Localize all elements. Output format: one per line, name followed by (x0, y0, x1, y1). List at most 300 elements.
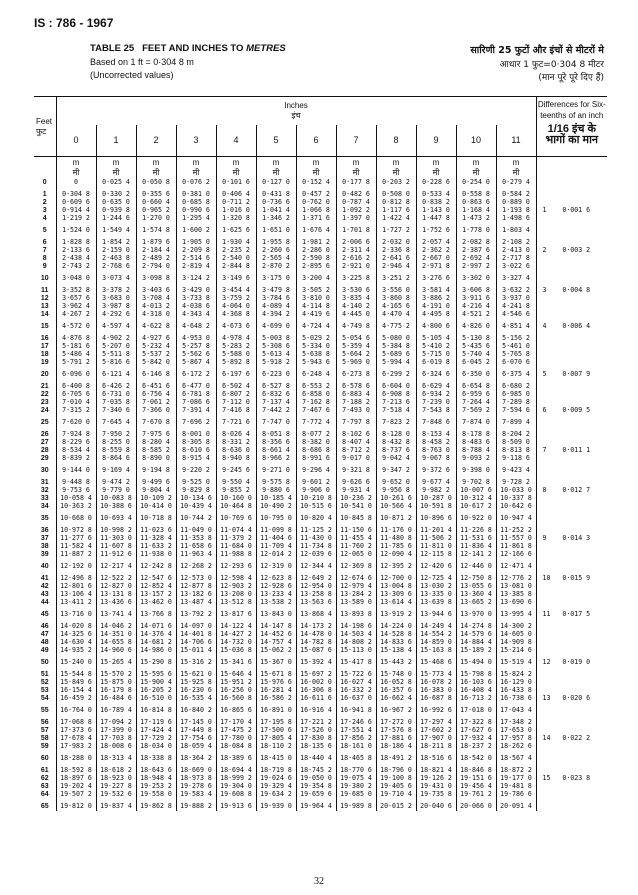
metre-value-cell: 13·690 6 (496, 599, 536, 607)
metre-value-cell: 14·833 6 (376, 639, 416, 647)
metre-value-cell: 7·061 2 (136, 399, 176, 407)
metre-value-cell: 13·817 6 (216, 607, 256, 619)
metre-value-cell: 12·623 8 (256, 571, 296, 583)
metre-value-cell: 3·860 8 (376, 295, 416, 303)
metre-value-cell: 10·287 0 (416, 495, 456, 503)
metre-value-cell: 12·065 0 (336, 551, 376, 559)
metre-value-cell: 6·299 2 (376, 367, 416, 379)
metre-value-cell: 8·763 0 (416, 447, 456, 455)
metre-value-cell: 2·743 2 (56, 263, 96, 271)
metre-value-cell: 5·054 6 (336, 331, 376, 343)
difference-value: 13 0·020 6 (542, 695, 591, 703)
metre-value-cell: 6·121 4 (96, 367, 136, 379)
difference-cell (536, 343, 607, 351)
metre-value-cell: 10·439 4 (176, 503, 216, 511)
difference-cell (536, 399, 607, 407)
metre-value-cell: 4·775 2 (376, 319, 416, 331)
metre-value-cell: 15·824 2 (496, 667, 536, 679)
metre-value-cell: 14·224 0 (376, 619, 416, 631)
feet-cell: 18 (34, 351, 56, 359)
metre-value-cell: 15·697 2 (296, 667, 336, 679)
metre-value-cell: 0·203 2 (376, 179, 416, 187)
metre-value-cell: 2·413 0 (496, 247, 536, 255)
metre-value-cell: 18·135 6 (296, 743, 336, 751)
metre-value-cell: 1·574 8 (136, 223, 176, 235)
metre-value-cell: 13·766 8 (136, 607, 176, 619)
metre-value-cell: 1·346 2 (256, 215, 296, 223)
metre-value-cell: 18·923 0 (96, 775, 136, 783)
metre-value-cell: 12·369 8 (336, 559, 376, 571)
metre-value-cell: 11·404 6 (256, 535, 296, 543)
metre-value-cell: 3·733 8 (176, 295, 216, 303)
metre-value-cell: 5·003 8 (256, 331, 296, 343)
metre-value-cell: 9·626 6 (336, 475, 376, 487)
metre-value-cell: 15·773 4 (416, 667, 456, 679)
metre-value-cell: 2·667 0 (416, 255, 456, 263)
metre-value-cell: 15·341 6 (216, 655, 256, 667)
metre-value-cell: 11·226 8 (456, 523, 496, 535)
metre-value-cell: 19·735 8 (416, 791, 456, 799)
metre-value-cell: 18·516 6 (416, 751, 456, 763)
difference-cell (536, 207, 607, 215)
unit-en: m (232, 158, 240, 167)
feet-cell: 42 (34, 583, 56, 591)
metre-value-cell: 17·653 0 (496, 727, 536, 735)
metre-value-cell: 2·438 4 (56, 255, 96, 263)
metre-value-cell: 18·542 0 (456, 751, 496, 763)
metre-value-cell: 1·320 8 (216, 215, 256, 223)
metre-value-cell: 16·459 2 (56, 695, 96, 703)
metre-value-cell: 5·943 6 (296, 359, 336, 367)
metre-value-cell: 1·397 0 (336, 215, 376, 223)
metre-value-cell: 4·038 6 (176, 303, 216, 311)
metre-value-cell: 19·329 4 (256, 783, 296, 791)
metre-value-cell: 13·589 0 (336, 599, 376, 607)
table-row (34, 631, 607, 639)
difference-cell (536, 511, 607, 523)
feet-cell: 5 (34, 223, 56, 235)
metre-value-cell: 18·440 4 (296, 751, 336, 763)
metre-value-cell: 5·410 2 (416, 343, 456, 351)
metre-value-cell: 13·716 0 (56, 607, 96, 619)
feet-cell: 1 (34, 187, 56, 199)
metre-value-cell: 0·558 8 (456, 187, 496, 199)
difference-cell (536, 751, 607, 763)
metre-value-cell: 0·177 8 (336, 179, 376, 187)
difference-cell (536, 359, 607, 367)
metre-value-cell: 19·583 4 (176, 791, 216, 799)
metre-value-cell: 7·213 6 (376, 399, 416, 407)
feet-cell: 58 (34, 735, 56, 743)
metre-value-cell: 4·927 6 (136, 331, 176, 343)
metre-value-cell: 16·129 0 (496, 679, 536, 687)
difference-cell (536, 551, 607, 559)
metre-value-cell: 19·380 2 (336, 783, 376, 791)
metre-value-cell: 5·308 6 (256, 343, 296, 351)
metre-value-cell: 8·737 6 (376, 447, 416, 455)
metre-value-cell: 10·515 6 (296, 503, 336, 511)
metre-value-cell: 9·093 2 (456, 455, 496, 463)
metre-value-cell: 19·126 2 (416, 775, 456, 783)
table-row (34, 475, 607, 487)
metre-value-cell: 13·893 8 (336, 607, 376, 619)
table-row (34, 319, 607, 331)
metre-value-cell: 1·219 2 (56, 215, 96, 223)
metre-value-cell: 11·125 2 (296, 523, 336, 535)
metre-value-cell: 9·321 8 (336, 463, 376, 475)
metre-value-cell: 5·664 2 (336, 351, 376, 359)
metre-value-cell: 7·924 8 (56, 427, 96, 439)
metre-value-cell: 10·744 2 (176, 511, 216, 523)
metre-value-cell: 16·941 8 (336, 703, 376, 715)
metre-value-cell: 15·316 2 (176, 655, 216, 667)
metre-value-cell: 15·468 6 (416, 655, 456, 667)
metre-value-cell: 12·573 0 (176, 571, 216, 583)
metre-value-cell: 7·874 0 (456, 415, 496, 427)
table-row (34, 439, 607, 447)
unit-hi: मी (112, 168, 120, 177)
metre-value-cell: 3·835 4 (336, 295, 376, 303)
feet-cell: 25 (34, 415, 56, 427)
table-row (34, 791, 607, 799)
metre-value-cell: 8·077 2 (296, 427, 336, 439)
metre-value-cell: 9·753 6 (56, 487, 96, 495)
metre-value-cell: 12·420 6 (416, 559, 456, 571)
metre-value-cell: 13·843 0 (256, 607, 296, 619)
metre-value-cell: 4·749 8 (336, 319, 376, 331)
metre-value-cell: 11·353 8 (176, 535, 216, 543)
metre-value-cell: 16·611 6 (296, 695, 336, 703)
metre-value-cell: 9·067 8 (416, 455, 456, 463)
metre-value-cell: 2·717 8 (496, 255, 536, 263)
metre-value-cell: 4·292 6 (96, 311, 136, 319)
difference-cell (536, 455, 607, 463)
metre-value-cell: 8·915 4 (176, 455, 216, 463)
difference-value: 6 0·009 5 (542, 407, 591, 415)
metre-value-cell: 11·328 4 (136, 535, 176, 543)
metre-value-cell: 12·268 2 (176, 559, 216, 571)
metre-value-cell: 18·237 2 (456, 743, 496, 751)
metre-value-cell: 10·414 0 (136, 503, 176, 511)
difference-cell (536, 295, 607, 303)
feet-cell: 34 (34, 503, 56, 511)
metre-value-cell: 10·642 6 (496, 503, 536, 511)
metre-value-cell: 12·674 6 (336, 571, 376, 583)
unit-cell (256, 157, 296, 180)
metre-value-cell: 13·004 8 (376, 583, 416, 591)
feet-cell: 54 (34, 695, 56, 703)
metre-value-cell: 10·083 8 (96, 495, 136, 503)
metre-value-cell: 7·112 0 (216, 399, 256, 407)
difference-cell (536, 463, 607, 475)
table-row (34, 523, 607, 535)
metre-value-cell: 15·417 8 (336, 655, 376, 667)
metre-value-cell: 6·731 0 (96, 391, 136, 399)
metre-value-cell: 7·086 6 (176, 399, 216, 407)
metre-value-cell: 17·475 2 (216, 727, 256, 735)
metre-value-cell: 8·839 2 (56, 455, 96, 463)
difference-cell (536, 367, 607, 379)
metre-value-cell: 2·971 8 (416, 263, 456, 271)
metre-value-cell: 8·585 2 (136, 447, 176, 455)
metre-value-cell: 3·937 0 (496, 295, 536, 303)
metre-value-cell: 15·621 0 (176, 667, 216, 679)
feet-cell: 47 (34, 631, 56, 639)
metre-value-cell: 12·725 4 (416, 571, 456, 583)
metre-value-cell: 3·098 8 (136, 271, 176, 283)
metre-value-cell: 15·951 2 (216, 679, 256, 687)
metre-value-cell: 6·172 2 (176, 367, 216, 379)
metre-value-cell: 9·398 0 (456, 463, 496, 475)
metre-value-cell: 10·058 4 (56, 495, 96, 503)
feet-cell: 10 (34, 271, 56, 283)
metre-value-cell: 11·836 4 (456, 543, 496, 551)
metre-value-cell: 11·760 2 (336, 543, 376, 551)
metre-value-cell: 0·787 4 (336, 199, 376, 207)
metre-value-cell: 5·359 4 (336, 343, 376, 351)
metre-value-cell: 6·527 8 (256, 379, 296, 391)
feet-cell: 11 (34, 283, 56, 295)
feet-cell: 59 (34, 743, 56, 751)
basis-hindi: आधार 1 फुट=0·304 8 मीटर (499, 60, 604, 70)
metre-value-cell: 6·350 0 (456, 367, 496, 379)
metre-value-cell: 17·373 6 (56, 727, 96, 735)
metre-value-cell: 9·144 0 (56, 463, 96, 475)
metre-value-cell: 11·861 8 (496, 543, 536, 551)
metre-value-cell: 17·297 4 (416, 715, 456, 727)
metre-value-cell: 16·103 6 (456, 679, 496, 687)
metre-value-cell: 15·036 8 (216, 647, 256, 655)
metre-value-cell: 14·986 0 (136, 647, 176, 655)
metre-value-cell: 14·503 4 (336, 631, 376, 639)
feet-cell: 63 (34, 783, 56, 791)
metre-value-cell: 9·194 8 (136, 463, 176, 475)
metre-value-cell: 12·979 4 (336, 583, 376, 591)
metre-value-cell: 17·602 2 (416, 727, 456, 735)
metre-value-cell: 5·892 8 (216, 359, 256, 367)
metre-value-cell: 0·762 0 (296, 199, 336, 207)
metre-value-cell: 15·087 6 (296, 647, 336, 655)
metre-value-cell: 6·451 6 (136, 379, 176, 391)
metre-value-cell: 18·796 0 (376, 763, 416, 775)
table-row (34, 415, 607, 427)
metre-value-cell: 14·630 4 (56, 639, 96, 647)
metre-value-cell: 1·117 6 (376, 207, 416, 215)
metre-value-cell: 3·581 4 (416, 283, 456, 295)
metre-value-cell: 20·066 0 (456, 799, 496, 811)
metre-value-cell: 10·668 0 (56, 511, 96, 523)
metre-value-cell: 11·811 0 (416, 543, 456, 551)
metre-value-cell: 13·995 4 (496, 607, 536, 619)
metre-value-cell: 5·435 6 (456, 343, 496, 351)
metre-value-cell: 8·966 2 (256, 455, 296, 463)
metre-value-cell: 5·080 0 (376, 331, 416, 343)
metre-value-cell: 16·916 4 (296, 703, 336, 715)
metre-value-cell: 16·484 6 (96, 695, 136, 703)
difference-cell (536, 743, 607, 751)
inch-col-9: 9 (416, 125, 456, 157)
metre-value-cell: 3·530 6 (336, 283, 376, 295)
unit-hi: मी (472, 168, 480, 177)
metre-value-cell: 3·784 6 (256, 295, 296, 303)
metre-value-cell: 1·041 4 (256, 207, 296, 215)
basis-english: Based on 1 ft = 0·304 8 m (90, 57, 194, 67)
metre-value-cell: 0·482 6 (336, 187, 376, 199)
metre-value-cell: 4·165 6 (376, 303, 416, 311)
metre-value-cell: 1·701 8 (336, 223, 376, 235)
feet-cell: 21 (34, 379, 56, 391)
metre-value-cell: 14·935 2 (56, 647, 96, 655)
metre-value-cell: 10·185 4 (256, 495, 296, 503)
metre-value-cell: 16·535 4 (176, 695, 216, 703)
metre-value-cell: 17·399 0 (96, 727, 136, 735)
metre-value-cell: 14·376 4 (136, 631, 176, 639)
feet-cell: 56 (34, 715, 56, 727)
metre-value-cell: 19·227 8 (96, 783, 136, 791)
metre-value-cell: 2·133 6 (56, 247, 96, 255)
metre-value-cell: 18·288 0 (56, 751, 96, 763)
metre-value-cell: 16·256 0 (216, 687, 256, 695)
metre-value-cell: 12·522 2 (96, 571, 136, 583)
difference-cell (536, 535, 607, 543)
table-row (34, 187, 607, 199)
metre-value-cell: 6·400 8 (56, 379, 96, 391)
metre-value-cell: 18·872 2 (496, 763, 536, 775)
difference-value: 11 0·017 5 (542, 610, 591, 619)
feet-cell: 53 (34, 687, 56, 695)
feet-cell: 43 (34, 591, 56, 599)
metre-value-cell: 12·928 6 (256, 583, 296, 591)
feet-cell: 51 (34, 667, 56, 679)
feet-cell: 62 (34, 775, 56, 783)
metre-value-cell: 19·481 8 (496, 783, 536, 791)
metre-value-cell: 16·357 6 (376, 687, 416, 695)
feet-cell: 8 (34, 255, 56, 263)
metre-value-cell: 13·792 2 (176, 607, 216, 619)
metre-value-cell: 9·474 2 (96, 475, 136, 487)
table-row (34, 571, 607, 583)
metre-value-cell: 10·820 4 (296, 511, 336, 523)
metre-value-cell: 7·366 0 (136, 407, 176, 415)
metre-value-cell: 19·862 8 (136, 799, 176, 811)
table-row (34, 583, 607, 591)
metre-value-cell: 4·953 0 (176, 331, 216, 343)
metre-value-cell: 7·493 0 (336, 407, 376, 415)
metre-value-cell: 17·348 2 (496, 715, 536, 727)
feet-cell: 26 (34, 427, 56, 439)
table-row (34, 263, 607, 271)
metre-value-cell: 6·934 2 (416, 391, 456, 399)
metre-value-cell: 6·045 2 (456, 359, 496, 367)
unit-hi: मी (352, 168, 360, 177)
difference-cell (536, 407, 607, 415)
feet-cell: 57 (34, 727, 56, 735)
metre-value-cell: 3·302 0 (456, 271, 496, 283)
metre-value-cell: 14·528 8 (376, 631, 416, 639)
metre-value-cell: 18·059 4 (176, 743, 216, 751)
table-row (34, 591, 607, 599)
table-row (34, 743, 607, 751)
table-row (34, 495, 607, 503)
metre-value-cell: 19·075 4 (336, 775, 376, 783)
metre-value-cell: 16·738 6 (496, 695, 536, 703)
metre-value-cell: 5·486 4 (56, 351, 96, 359)
metre-value-cell: 13·055 6 (456, 583, 496, 591)
table-row (34, 783, 607, 791)
metre-value-cell: 7·518 4 (376, 407, 416, 415)
metre-value-cell: 7·645 4 (96, 415, 136, 427)
metre-value-cell: 1·016 0 (216, 207, 256, 215)
metre-value-cell: 7·721 6 (216, 415, 256, 427)
metre-value-cell: 18·161 0 (336, 743, 376, 751)
metre-value-cell: 2·184 4 (136, 247, 176, 255)
metre-value-cell: 0·330 2 (96, 187, 136, 199)
metre-value-cell: 19·786 6 (496, 791, 536, 799)
metre-value-cell: 8·559 8 (96, 447, 136, 455)
metre-value-cell: 20·015 2 (376, 799, 416, 811)
feet-cell: 17 (34, 343, 56, 351)
table-body (34, 157, 607, 812)
metre-value-cell: 9·906 0 (296, 487, 336, 495)
metre-value-cell: 11·709 4 (256, 543, 296, 551)
metre-value-cell: 19·431 0 (416, 783, 456, 791)
table-row (34, 367, 607, 379)
metre-value-cell: 5·105 4 (416, 331, 456, 343)
metre-value-cell: 0·127 0 (256, 179, 296, 187)
metre-value-cell: 1·193 8 (496, 207, 536, 215)
difference-cell (536, 303, 607, 311)
difference-value: 12 0·019 0 (542, 658, 591, 667)
unit-hi: मी (312, 168, 320, 177)
metre-value-cell: 9·575 8 (256, 475, 296, 487)
metre-value-cell: 19·278 6 (176, 783, 216, 791)
metre-value-cell: 14·884 4 (456, 639, 496, 647)
table-row (34, 427, 607, 439)
metre-value-cell: 2·514 6 (176, 255, 216, 263)
differences-header (536, 97, 607, 157)
feet-cell: 22 (34, 391, 56, 399)
table-row (34, 359, 607, 367)
feet-cell: 23 (34, 399, 56, 407)
metre-value-cell: 2·209 8 (176, 247, 216, 255)
metre-value-cell: 18·211 8 (416, 743, 456, 751)
metre-value-cell: 2·362 2 (416, 247, 456, 255)
metre-value-cell: 13·335 0 (416, 591, 456, 599)
metre-value-cell: 2·387 6 (456, 247, 496, 255)
metre-value-cell: 11·531 6 (456, 535, 496, 543)
metre-value-cell: 4·724 4 (296, 319, 336, 331)
inches-header (56, 97, 536, 125)
metre-value-cell: 5·918 2 (256, 359, 296, 367)
inch-col-2: 2 (136, 125, 176, 157)
metre-value-cell: 12·293 6 (216, 559, 256, 571)
metre-value-cell: 11·074 4 (216, 523, 256, 535)
metre-value-cell: 15·392 4 (296, 655, 336, 667)
table-row (34, 303, 607, 311)
metre-value-cell: 9·931 4 (336, 487, 376, 495)
metre-value-cell: 15·189 2 (456, 647, 496, 655)
feet-cell: 37 (34, 535, 56, 543)
difference-cell (536, 235, 607, 247)
feet-cell: 49 (34, 647, 56, 655)
metre-value-cell: 7·594 6 (496, 407, 536, 415)
metre-value-cell: 14·046 2 (96, 619, 136, 631)
metre-value-cell: 17·983 2 (56, 743, 96, 751)
metre-value-cell: 2·336 8 (376, 247, 416, 255)
feet-cell: 29 (34, 455, 56, 463)
metre-value-cell: 12·192 0 (56, 559, 96, 571)
difference-cell (536, 703, 607, 715)
